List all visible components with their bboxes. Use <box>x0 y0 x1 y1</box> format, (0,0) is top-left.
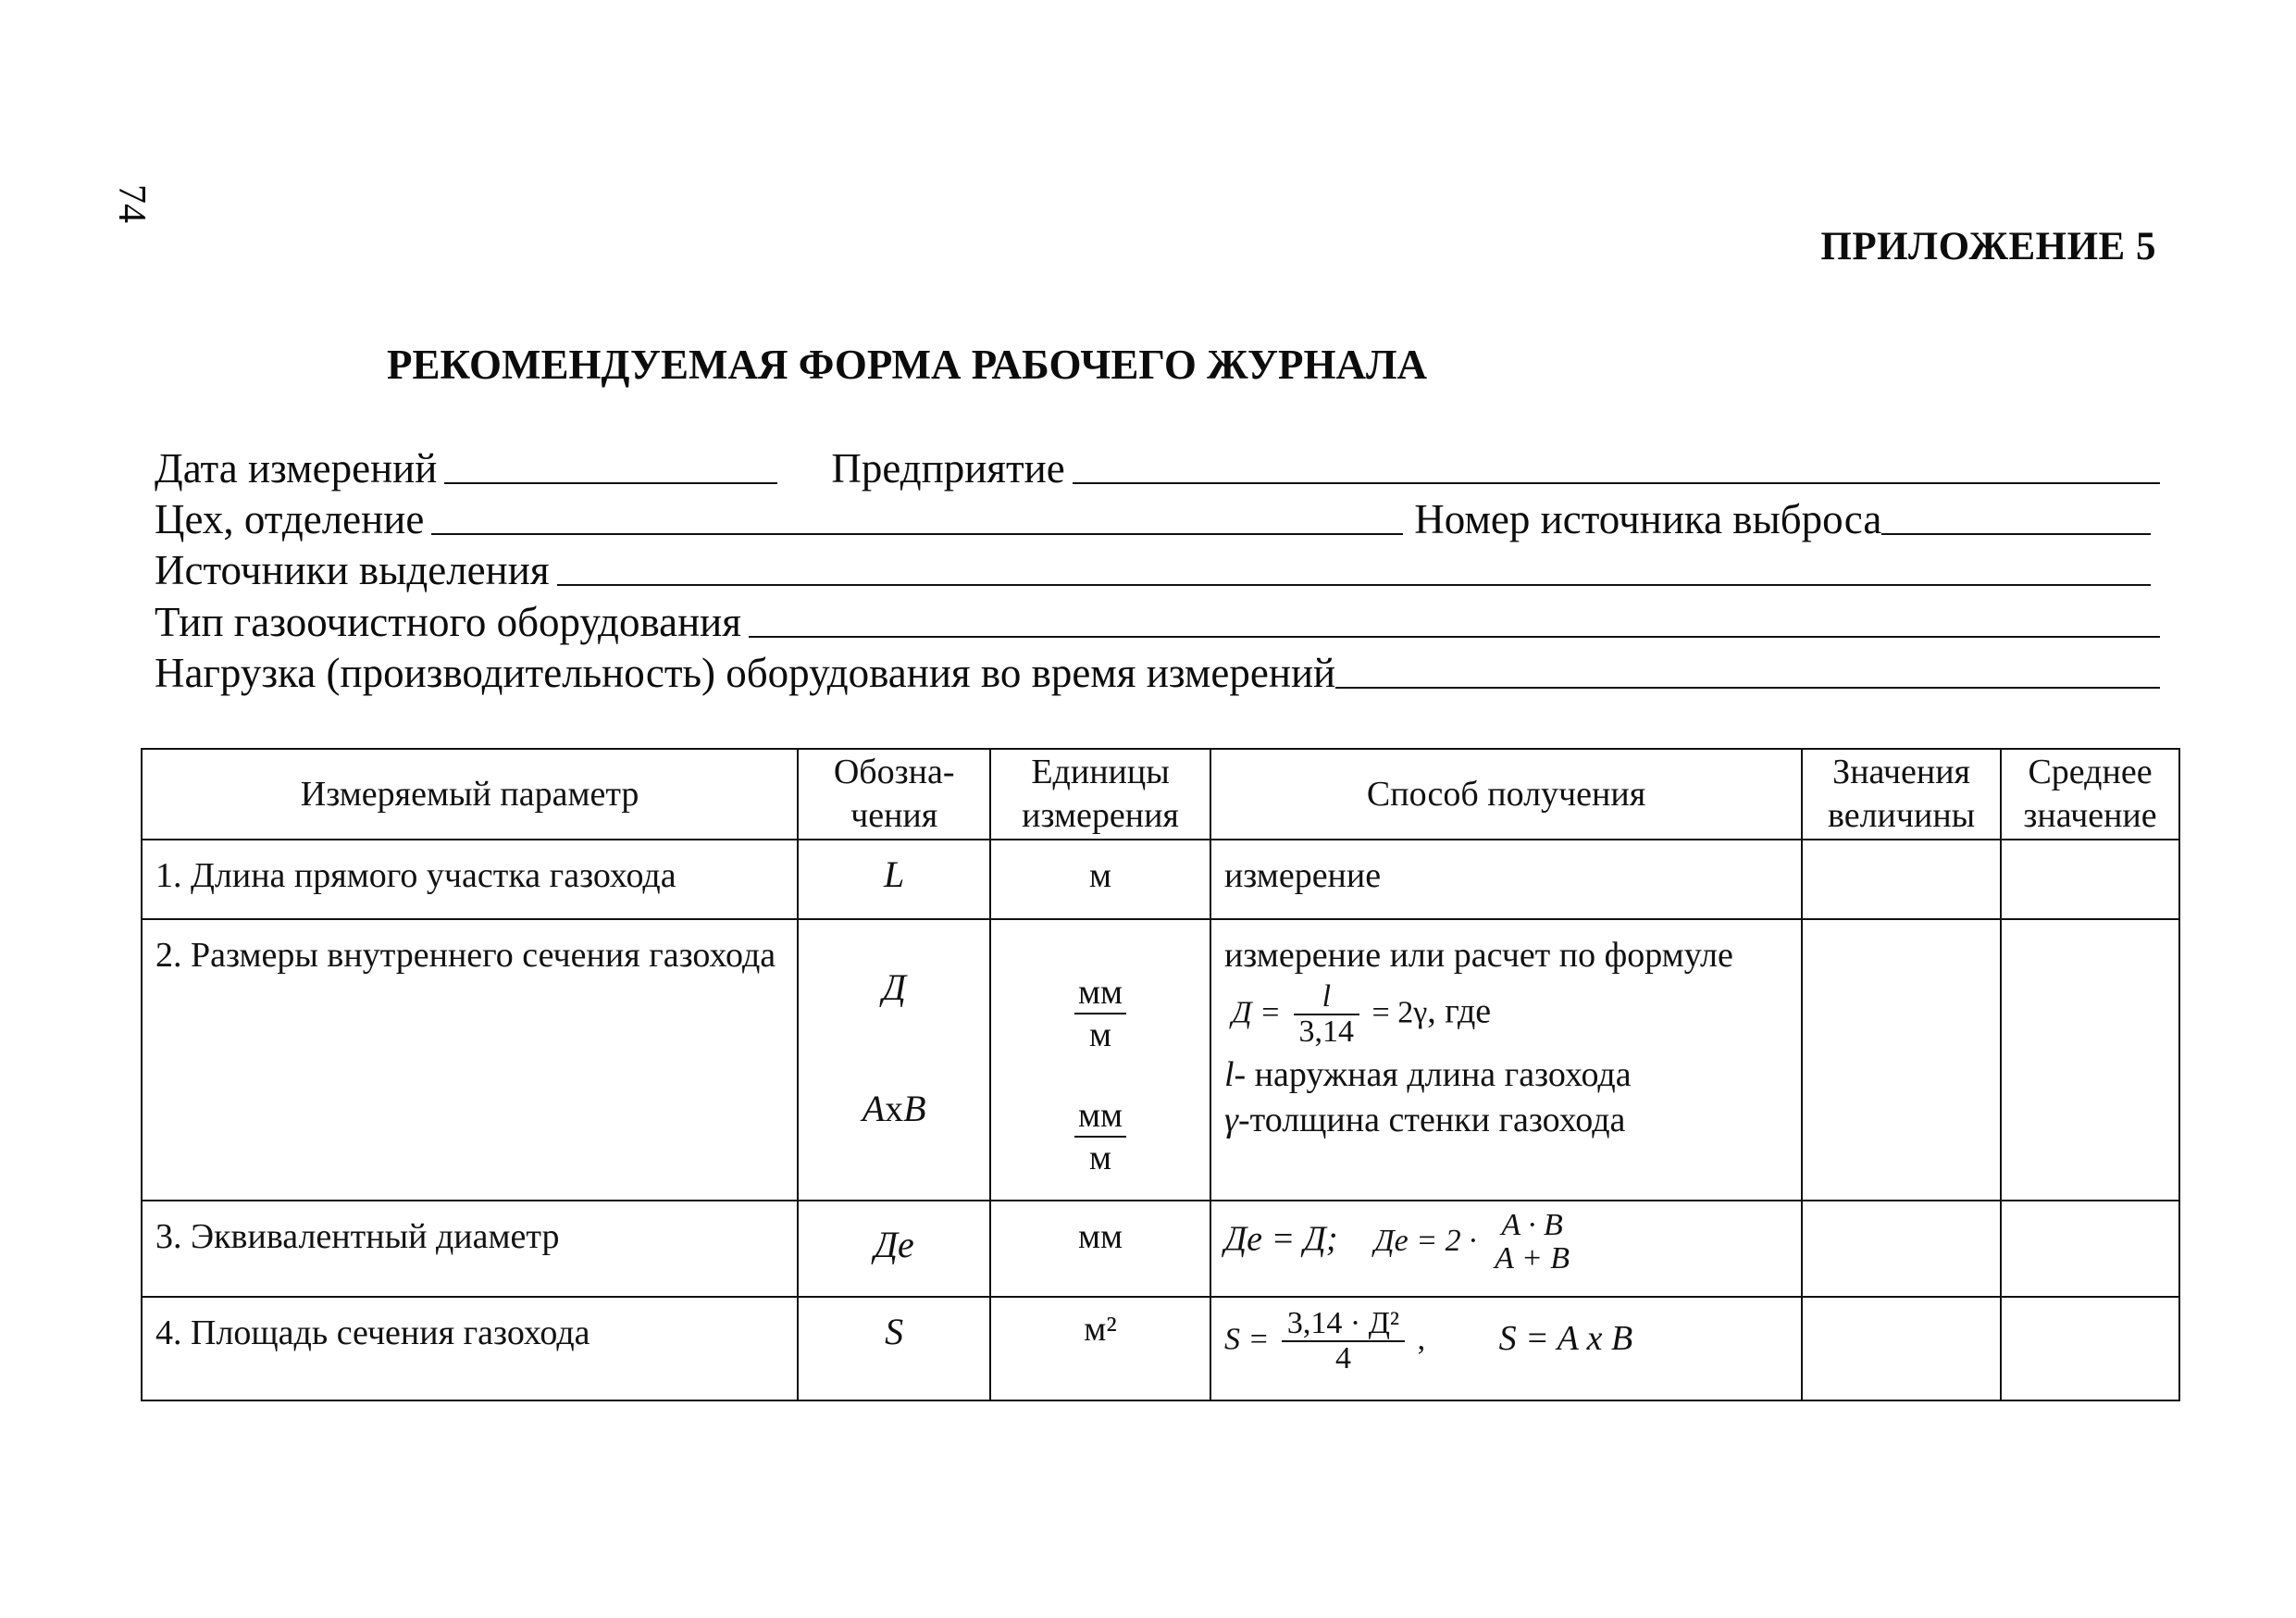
row3-value-cell[interactable] <box>1802 1201 2001 1297</box>
header-method: Способ получения <box>1210 749 1802 840</box>
table-row <box>142 919 2179 1201</box>
table-row <box>142 1297 2179 1400</box>
header-parameter: Измеряемый параметр <box>142 749 798 840</box>
table-row <box>142 1201 2179 1297</box>
row2-unit-b: мм м <box>1074 1095 1126 1178</box>
row2-note-gamma: γ-толщина стенки газохода <box>1223 1101 1626 1139</box>
row2-method: измерение или расчет по формуле Д = $\frac{l}{3,14}$ = 2γ, где l- наружная длина газохода γ-толщина стенки газохода <box>1210 919 1802 1201</box>
row2-symbol-d: Д <box>882 966 906 1008</box>
appendix-label: ПРИЛОЖЕНИЕ 5 <box>1820 225 2156 268</box>
workshop-field[interactable] <box>431 494 1403 535</box>
date-field[interactable] <box>444 443 777 484</box>
journal-table <box>141 748 2180 1401</box>
source-number-field[interactable] <box>1881 494 2151 535</box>
row2-parameter: 2. Размеры внутреннего сечения газохода <box>155 936 776 975</box>
enterprise-field[interactable] <box>1073 443 2160 484</box>
row2-mean-cell[interactable] <box>2001 919 2179 1201</box>
page-number: 74 <box>110 184 153 223</box>
row1-parameter: 1. Длина прямого участка газохода <box>142 840 798 919</box>
form-line-equipment-type <box>155 594 2160 646</box>
equipment-type-field[interactable] <box>749 597 2160 638</box>
row2-note-l: l- наружная длина газохода <box>1223 1055 1632 1094</box>
load-field[interactable] <box>1335 648 2160 689</box>
row4-formula: S = $\frac{\text{3,14 · Д²}}{4}$ , S = A x B <box>1210 1297 1802 1400</box>
page-title: РЕКОМЕНДУЕМАЯ ФОРМА РАБОЧЕГО ЖУРНАЛА <box>386 342 1428 388</box>
row4-mean-cell[interactable] <box>2001 1297 2179 1400</box>
form-line-workshop-source <box>155 492 2151 543</box>
source-number-label: Номер источника выброса <box>1414 496 1882 542</box>
row3-unit: мм <box>990 1201 1210 1297</box>
row1-mean-cell[interactable] <box>2001 840 2179 919</box>
header-values: Значения величины <box>1802 749 2001 840</box>
row3-parameter: 3. Эквивалентный диаметр <box>142 1201 798 1297</box>
row3-symbol: Де <box>874 1224 914 1265</box>
row2-unit-a: мм м <box>1074 972 1126 1055</box>
row1-value-cell[interactable] <box>1802 840 2001 919</box>
form-line-emission-sources <box>155 542 2151 594</box>
row2-value-cell[interactable] <box>1802 919 2001 1201</box>
workshop-label: Цех, отделение <box>155 496 425 542</box>
row1-symbol: L <box>884 853 905 895</box>
table-row <box>142 840 2179 919</box>
row4-symbol: S <box>885 1311 904 1352</box>
date-label: Дата измерений <box>155 445 438 492</box>
form-line-date-enterprise <box>155 441 2160 492</box>
row3-formula: Де = Д; Де = 2 · A · B A + B <box>1210 1201 1802 1297</box>
emission-sources-label: Источники выделения <box>155 547 550 593</box>
header-mean: Среднее значение <box>2001 749 2179 840</box>
form-line-load <box>155 645 2160 697</box>
enterprise-label: Предприятие <box>831 445 1065 492</box>
load-label: Нагрузка (производительность) оборудования во время измерений <box>155 650 1336 696</box>
header-symbol: Обозна- чения <box>798 749 990 840</box>
row1-unit: м <box>990 840 1210 919</box>
row4-parameter: 4. Площадь сечения газохода <box>142 1297 798 1400</box>
row4-value-cell[interactable] <box>1802 1297 2001 1400</box>
row2-formula: Д = $\frac{l}{3,14}$ = 2γ, где <box>1231 979 1492 1049</box>
emission-sources-field[interactable] <box>557 545 2151 586</box>
header-units: Единицы измерения <box>990 749 1210 840</box>
row3-mean-cell[interactable] <box>2001 1201 2179 1297</box>
table-header-row <box>142 749 2179 840</box>
row4-unit: м² <box>990 1297 1210 1400</box>
row1-method: измерение <box>1210 840 1802 919</box>
row2-symbol-axb: AxB <box>862 1088 926 1129</box>
equipment-type-label: Тип газоочистного оборудования <box>155 599 741 645</box>
